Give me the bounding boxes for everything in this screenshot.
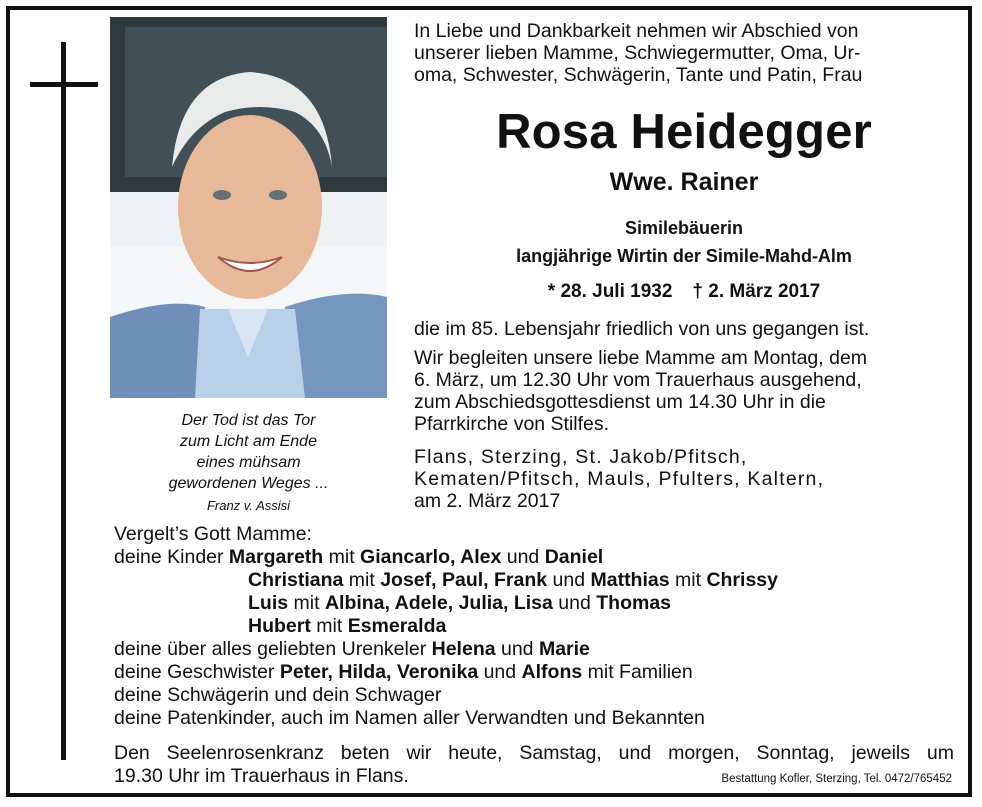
quote-line: gewordenen Weges ... <box>168 475 329 492</box>
quote <box>110 410 387 516</box>
intro-text <box>414 20 954 86</box>
family-row-child3: Luis mit Albina, Adele, Julia, Lisa und Thomas <box>248 592 672 614</box>
cross-icon <box>61 42 66 760</box>
intro-line: In Liebe und Dankbarkeit nehmen wir Abschied von <box>414 20 859 42</box>
quote-line: Der Tod ist das Tor <box>181 412 316 429</box>
death-date: † 2. März 2017 <box>692 281 821 302</box>
family-row-inlaws: deine Schwägerin und dein Schwager <box>114 684 442 706</box>
rosary-line: 19.30 Uhr im Trauerhaus in Flans. <box>114 765 409 787</box>
funeral-line: Pfarrkirche von Stilfes. <box>414 413 610 435</box>
family-row-child4: Hubert mit Esmeralda <box>248 615 447 637</box>
cross-icon-bar <box>30 82 98 87</box>
deceased-subtitle: langjährige Wirtin der Simile-Mahd-Alm <box>516 246 852 266</box>
places-text <box>414 446 954 512</box>
undertaker-credit: Bestattung Kofler, Sterzing, Tel. 0472/765452 <box>721 773 952 785</box>
passed-text: die im 85. Lebensjahr friedlich von uns gegangen ist. <box>414 318 870 340</box>
funeral-line: zum Abschiedsgottesdienst um 14.30 Uhr in die <box>414 391 826 413</box>
birth-date: * 28. Juli 1932 <box>547 281 673 302</box>
places-line: Kematen/Pfitsch, Mauls, Pfulters, Kaltern, <box>414 468 825 490</box>
funeral-line: 6. März, um 12.30 Uhr vom Trauerhaus ausgehend, <box>414 369 862 391</box>
life-dates <box>400 281 968 303</box>
portrait-photo <box>110 17 387 398</box>
place-date: am 2. März 2017 <box>414 490 561 512</box>
deceased-name: Rosa Heidegger <box>496 105 872 159</box>
family-row-child2: Christiana mit Josef, Paul, Frank und Matthias mit Chrissy <box>248 569 778 591</box>
family-list <box>114 523 778 730</box>
quote-line: zum Licht am Ende <box>180 433 317 450</box>
intro-line: oma, Schwester, Schwägerin, Tante und Patin, Frau <box>414 64 863 86</box>
rosary-line: Den Seelenrosenkranz beten wir heute, Samstag, und morgen, Sonntag, jeweils um <box>114 742 954 764</box>
family-row-godchildren: deine Patenkinder, auch im Namen aller Verwandten und Bekannten <box>114 707 705 729</box>
family-row-greatgrandchildren: deine über alles geliebten Urenkeler Helena und Marie <box>114 638 590 660</box>
family-row-siblings: deine Geschwister Peter, Hilda, Veronika und Alfons mit Familien <box>114 661 693 683</box>
funeral-line: Wir begleiten unsere liebe Mamme am Montag, dem <box>414 347 868 369</box>
widow-of: Wwe. Rainer <box>609 168 759 196</box>
family-row-child1: deine Kinder Margareth mit Giancarlo, Alex und Daniel <box>114 546 604 568</box>
intro-line: unserer lieben Mamme, Schwiegermutter, Oma, Ur- <box>414 42 861 64</box>
quote-line: eines mühsam <box>196 454 301 471</box>
funeral-text <box>414 347 954 435</box>
family-intro: Vergelt’s Gott Mamme: <box>114 523 312 545</box>
places-line: Flans, Sterzing, St. Jakob/Pfitsch, <box>414 446 748 468</box>
deceased-title: Similebäuerin <box>624 218 744 238</box>
quote-author: Franz v. Assisi <box>206 498 291 513</box>
